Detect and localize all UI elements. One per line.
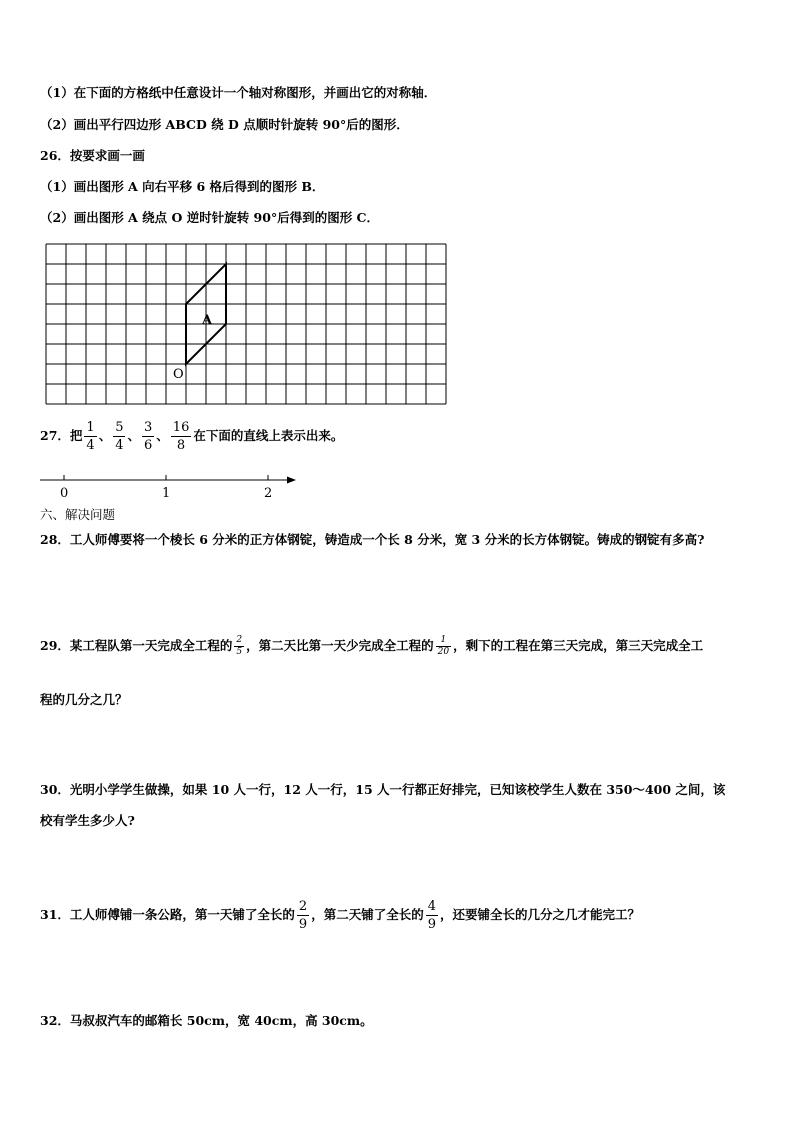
q31-text-c: ，还要铺全长的几分之几才能完工？ <box>439 907 640 922</box>
square-grid-figure <box>40 240 450 412</box>
grid-lines <box>46 244 446 404</box>
separator: 、 <box>156 428 169 443</box>
arrow-head-icon <box>287 477 296 484</box>
q31-fraction-1: $\frac{2}{9}$ <box>298 899 308 932</box>
q31-line <box>40 900 640 931</box>
q25-part2: （2）画出平行四边形 ABCD 绕 D 点顺时针旋转 90°后的图形． <box>40 117 409 132</box>
q26-part1: （1）画出图形 A 向右平移 6 格后得到的图形 B． <box>40 179 325 194</box>
q32-text: 32．马叔叔汽车的邮箱长 50cm，宽 40cm，高 30cm。 <box>40 1013 373 1028</box>
tick-label-0: 0 <box>60 486 69 501</box>
q27-prefix: 27．把 <box>40 428 83 443</box>
q28-text: 28．工人师傅要将一个棱长 6 分米的正方体钢锭，铸造成一个长 8 分米，宽 3 分米的长方体钢锭。铸成的钢锭有多高? <box>40 532 705 547</box>
q27-line <box>40 421 343 452</box>
tick-label-2: 2 <box>264 486 273 501</box>
q27-suffix: 在下面的直线上表示出来。 <box>193 428 344 443</box>
q30-line1: 30．光明小学学生做操，如果 10 人一行，12 人一行，15 人一行都正好排完，已知该校学生人数在 350～400 之间，该 <box>40 782 726 797</box>
tick-label-1: 1 <box>162 486 171 501</box>
separator: 、 <box>98 428 112 443</box>
section-heading: 六、解决问题 <box>40 507 116 522</box>
fraction-1: $\frac{1}{4}$ <box>86 420 95 453</box>
shape-a-label: A <box>202 313 213 328</box>
fraction-2: $\frac{5}{4}$ <box>115 420 124 453</box>
q26-part2: （2）画出图形 A 绕点 O 逆时针旋转 90°后得到的图形 C． <box>40 210 379 225</box>
q25-part1: （1）在下面的方格纸中任意设计一个轴对称图形，并画出它的对称轴． <box>40 85 437 100</box>
fraction-4: $\frac{16}{8}$ <box>172 420 190 453</box>
q29-line1 <box>40 636 703 657</box>
q29-line2: 程的几分之几？ <box>40 692 128 707</box>
separator: 、 <box>127 428 140 443</box>
number-line <box>38 470 302 504</box>
q29-text-a: 29．某工程队第一天完成全工程的 <box>40 638 233 653</box>
fraction-3: $\frac{3}{6}$ <box>144 420 153 453</box>
q30-line2: 校有学生多少人? <box>40 813 135 828</box>
q31-fraction-2: $\frac{4}{9}$ <box>427 899 436 932</box>
q31-text-b: ，第二天铺了全长的 <box>311 907 424 922</box>
q29-text-c: ，剩下的工程在第三天完成，第三天完成全工 <box>453 638 704 653</box>
point-o-label: O <box>173 367 184 382</box>
q29-fraction-1: $\frac{2}{5}$ <box>236 635 243 657</box>
q29-fraction-2: $\frac{1}{20}$ <box>437 635 450 657</box>
q31-text-a: 31．工人师傅铺一条公路，第一天铺了全长的 <box>40 907 295 922</box>
q26-title: 26．按要求画一画 <box>40 148 145 163</box>
q29-text-b: ，第二天比第一天少完成全工程的 <box>246 638 434 653</box>
